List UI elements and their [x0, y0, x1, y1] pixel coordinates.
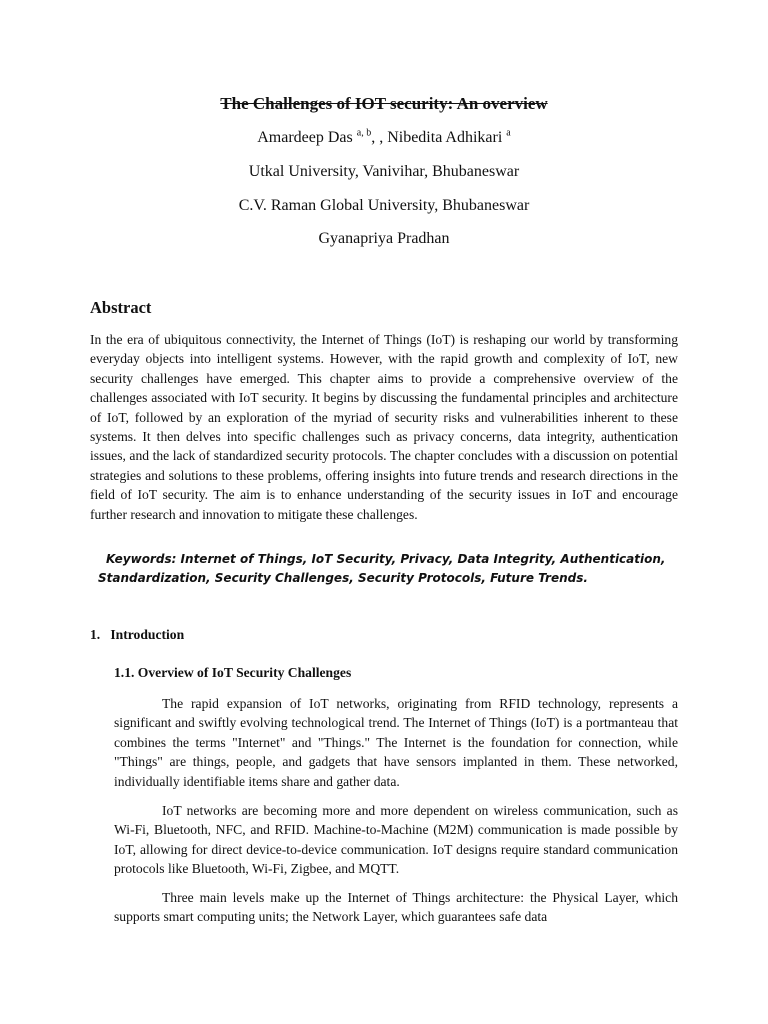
author-name-2: Nibedita Adhikari — [387, 129, 503, 146]
subsection-heading-overview: 1.1. Overview of IoT Security Challenges — [114, 665, 352, 680]
author-1-affiliation-marker: a, b — [356, 127, 372, 139]
author-name-3: Gyanapriya Pradhan — [318, 230, 450, 247]
author-separator: , , — [371, 129, 388, 146]
keywords: Keywords: Internet of Things, IoT Security, Privacy, Data Integrity, Authentication, Standardization, Security Challenges, Security Protocols, Future Trends. — [98, 552, 666, 585]
affiliation-2: C.V. Raman Global University, Bhubaneswar — [238, 197, 530, 214]
paper-title: The Challenges of IOT security: An overview — [220, 94, 548, 113]
intro-paragraph-3: Three main levels make up the Internet of Things architecture: the Physical Layer, which supports smart computing units; the Network Layer, which guarantees safe data — [114, 890, 678, 925]
abstract-heading: Abstract — [90, 298, 152, 317]
author-2-affiliation-marker: a — [506, 127, 511, 139]
author-line — [0, 129, 768, 147]
section-heading-introduction: 1. Introduction — [90, 627, 185, 642]
author-name-1: Amardeep Das — [257, 129, 353, 146]
intro-paragraph-1: The rapid expansion of IoT networks, originating from RFID technology, represents a significant and swiftly evolving technological trend. The Internet of Things (IoT) is a portmanteau that combines the terms "Internet" and "Things." The Internet is the foundation for connection, while "Things" are things, people, and gadgets that have sensors implanted in them. These networked, individually identifiable items share and gather data. — [114, 696, 678, 789]
intro-paragraph-2: IoT networks are becoming more and more dependent on wireless communication, such as Wi-Fi, Bluetooth, NFC, and RFID. Machine-to-Machine (M2M) communication is made possible by IoT, allowing for direct device-to-device communication. IoT designs require standard communication protocols like Bluetooth, Wi-Fi, Zigbee, and MQTT. — [114, 803, 678, 877]
affiliation-1: Utkal University, Vanivihar, Bhubaneswar — [248, 163, 520, 180]
abstract-text: In the era of ubiquitous connectivity, the Internet of Things (IoT) is reshaping our world by transforming everyday objects into intelligent systems. However, with the rapid growth and complexity of IoT, new security challenges have emerged. This chapter aims to provide a comprehensive overview of the challenges associated with IoT security. It begins by discussing the fundamental principles and architecture of IoT, followed by an exploration of the myriad of security risks and vulnerabilities inherent to these systems. It then delves into specific challenges such as privacy concerns, data integrity, authentication issues, and the lack of standardized security protocols. The chapter concludes with a discussion on potential strategies and solutions to these problems, offering insights into future trends and research directions in the field of IoT security. The aim is to enhance understanding of the security issues in IoT and encourage further research and innovation to mitigate these challenges. — [90, 332, 678, 522]
